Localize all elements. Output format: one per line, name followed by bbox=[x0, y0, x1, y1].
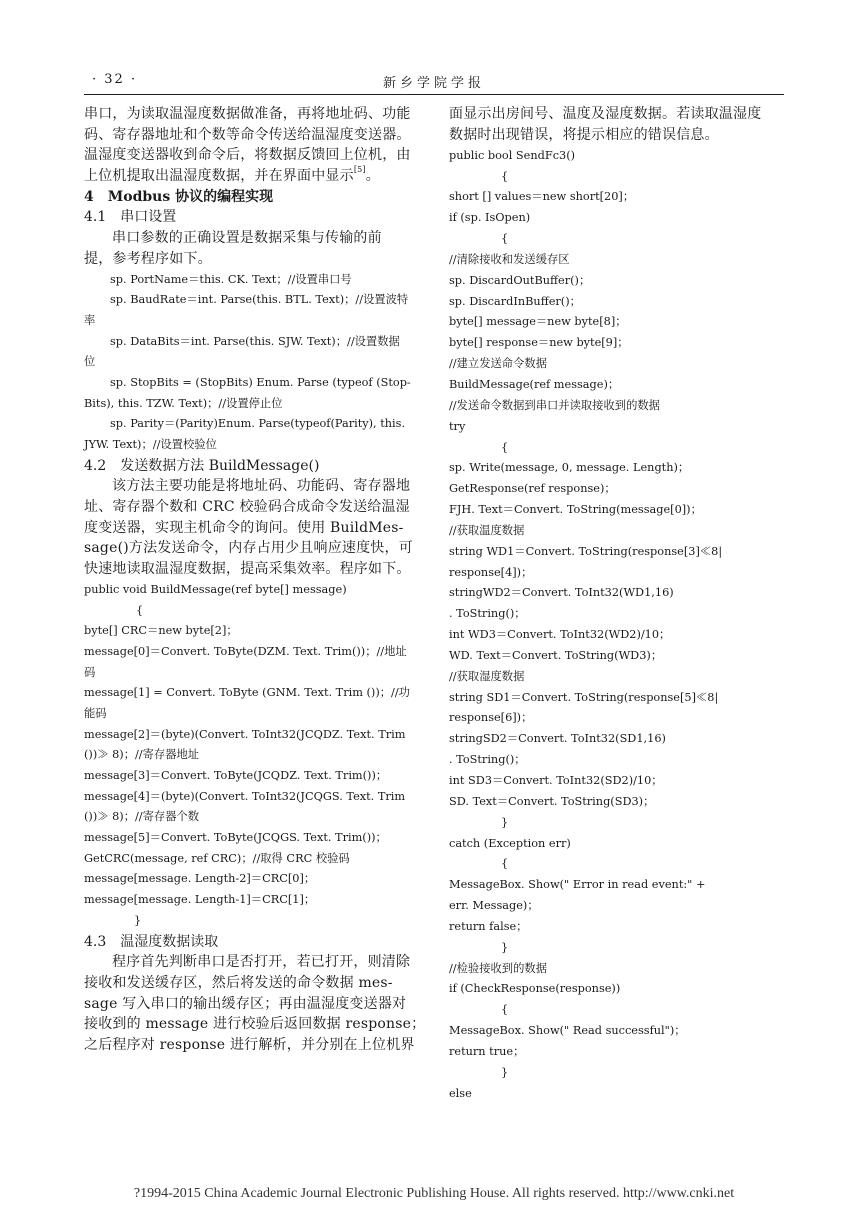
body-line: sage 写入串口的输出缓存区；再由温湿度变送器对 bbox=[84, 995, 407, 1012]
code-line: public bool SendFc3() bbox=[449, 148, 576, 162]
code-line: public void BuildMessage(ref byte[] message) bbox=[84, 582, 347, 596]
code-line: short [] values＝new short[20]； bbox=[449, 190, 635, 204]
code-brace: { bbox=[501, 1003, 509, 1017]
code-line: 率 bbox=[84, 313, 96, 327]
code-line: FJH. Text＝Convert. ToString(message[0])； bbox=[449, 503, 702, 517]
code-line: //发送命令数据到串口并读取接收到的数据 bbox=[449, 398, 660, 412]
body-line: 串口参数的正确设置是数据采集与传输的前 bbox=[112, 230, 382, 247]
code-line: response[6])； bbox=[449, 711, 533, 725]
code-line: int SD3＝Convert. ToInt32(SD2)/10； bbox=[449, 774, 663, 787]
code-line: message[0]＝Convert. ToByte(DZM. Text. Trim())；//地址 bbox=[84, 644, 407, 658]
body-line: 码、寄存器地址和个数等命令传送给温湿度变送器。 bbox=[84, 126, 411, 143]
code-brace: { bbox=[501, 169, 509, 183]
body-text: 。 bbox=[365, 168, 380, 185]
code-line: MessageBox. Show(" Read successful")； bbox=[449, 1024, 686, 1038]
body-line: 之后程序对 response 进行解析，并分别在上位机界 bbox=[84, 1036, 415, 1053]
code-line: int WD3＝Convert. ToInt32(WD2)/10； bbox=[449, 628, 671, 642]
code-line: sp. PortName＝this. CK. Text；//设置串口号 bbox=[110, 272, 352, 286]
code-line: stringWD2＝Convert. ToInt32(WD1,16) bbox=[449, 586, 674, 600]
code-line: sp. StopBits = (StopBits) Enum. Parse (typeof (Stop- bbox=[110, 375, 411, 389]
code-line: string SD1＝Convert. ToString(response[5]≪8| bbox=[449, 690, 719, 704]
code-brace: { bbox=[501, 232, 509, 246]
page-header bbox=[84, 70, 784, 95]
code-line: message[4]＝(byte)(Convert. ToInt32(JCQGS. Text. Trim bbox=[84, 789, 406, 803]
code-line: 码 bbox=[84, 665, 96, 679]
code-brace: } bbox=[501, 1065, 509, 1079]
code-line: string WD1＝Convert. ToString(response[3]≪8| bbox=[449, 544, 723, 558]
code-line: //获取湿度数据 bbox=[449, 669, 525, 683]
code-line: . ToString()； bbox=[449, 753, 526, 767]
body-line: 数据时出现错误，将提示相应的错误信息。 bbox=[449, 126, 719, 143]
code-line: . ToString()； bbox=[449, 607, 526, 621]
code-line: //清除接收和发送缓存区 bbox=[449, 252, 570, 266]
code-line: response[4])； bbox=[449, 565, 533, 579]
body-line: 面显示出房间号、温度及湿度数据。若读取温湿度 bbox=[449, 106, 762, 122]
code-line: if (sp. IsOpen) bbox=[449, 211, 531, 225]
right-column bbox=[449, 104, 786, 1105]
code-line: BuildMessage(ref message)； bbox=[449, 377, 620, 391]
code-line: sp. DiscardInBuffer()； bbox=[449, 294, 581, 308]
section-heading: 4 Modbus 协议的编程实现 bbox=[84, 188, 274, 205]
code-line: message[1] = Convert. ToByte (GNM. Text. Trim ())；//功 bbox=[84, 686, 410, 700]
citation: [5] bbox=[353, 165, 366, 175]
code-line: Bits), this. TZW. Text)；//设置停止位 bbox=[84, 396, 283, 410]
code-line: 能码 bbox=[84, 706, 107, 720]
code-line: if (CheckResponse(response)) bbox=[449, 982, 621, 996]
code-line: message[2]＝(byte)(Convert. ToInt32(JCQDZ. Text. Trim bbox=[84, 727, 406, 741]
code-line: return true； bbox=[449, 1044, 525, 1058]
body-line: 该方法主要功能是将地址码、功能码、寄存器地 bbox=[112, 478, 411, 495]
code-brace: { bbox=[501, 857, 509, 871]
body-text: 上位机提取出温湿度数据，并在界面中显示 bbox=[84, 168, 354, 185]
code-line: byte[] message＝new byte[8]； bbox=[449, 315, 627, 329]
code-line: byte[] response＝new byte[9]； bbox=[449, 336, 629, 350]
body-line: sage()方法发送命令，内存占用少且响应速度快，可 bbox=[84, 540, 413, 557]
code-brace: } bbox=[134, 913, 142, 927]
body-line: 程序首先判断串口是否打开，若已打开，则清除 bbox=[112, 954, 411, 971]
code-line: sp. BaudRate＝int. Parse(this. BTL. Text)；//设置波特 bbox=[110, 293, 409, 307]
code-brace: } bbox=[501, 815, 509, 829]
code-line: //获取温度数据 bbox=[449, 523, 525, 537]
code-line: //检验接收到的数据 bbox=[449, 961, 547, 975]
code-line: sp. Parity＝(Parity)Enum. Parse(typeof(Parity), this. bbox=[110, 417, 406, 431]
code-line: message[3]＝Convert. ToByte(JCQDZ. Text. Trim())； bbox=[84, 769, 388, 782]
code-line: ())≫ 8)；//寄存器个数 bbox=[84, 810, 200, 824]
body-line: 址、寄存器个数和 CRC 校验码合成命令发送给温湿 bbox=[84, 499, 410, 516]
body-line: 度变送器，实现主机命令的询问。使用 BuildMes- bbox=[84, 519, 404, 536]
body-line bbox=[84, 166, 420, 187]
code-line: GetResponse(ref response)； bbox=[449, 482, 616, 496]
code-line: message[message. Length-1]＝CRC[1]； bbox=[84, 893, 316, 907]
journal-name: 新乡学院学报 bbox=[382, 76, 485, 91]
code-line: try bbox=[449, 419, 466, 433]
code-line: else bbox=[449, 1086, 472, 1100]
code-line: return false； bbox=[449, 919, 528, 933]
code-line: ())≫ 8)；//寄存器地址 bbox=[84, 748, 200, 762]
code-brace: } bbox=[501, 940, 509, 954]
code-brace: { bbox=[501, 440, 509, 454]
code-line: JYW. Text)；//设置校验位 bbox=[84, 438, 217, 451]
code-line: catch (Exception err) bbox=[449, 836, 571, 850]
body-line: 串口，为读取温湿度数据做准备，再将地址码、功能 bbox=[84, 106, 411, 122]
code-line: message[message. Length-2]＝CRC[0]； bbox=[84, 872, 316, 886]
body-line: 温湿度变送器收到命令后，将数据反馈回上位机，由 bbox=[84, 147, 411, 164]
code-line: GetCRC(message, ref CRC)；//取得 CRC 校验码 bbox=[84, 851, 350, 865]
code-line: 位 bbox=[84, 355, 96, 369]
body-line: 快速地读取温湿度数据，提高采集效率。程序如下。 bbox=[84, 561, 411, 578]
code-line: stringSD2＝Convert. ToInt32(SD1,16) bbox=[449, 732, 666, 746]
subsection-heading: 4.1 串口设置 bbox=[84, 209, 177, 226]
code-line: MessageBox. Show(" Error in read event:" + bbox=[449, 878, 706, 892]
code-line: sp. DiscardOutBuffer()； bbox=[449, 273, 591, 287]
code-line: WD. Text＝Convert. ToString(WD3)； bbox=[449, 648, 663, 662]
left-column bbox=[84, 104, 426, 1056]
body-line: 提，参考程序如下。 bbox=[84, 250, 212, 267]
code-line: //建立发送命令数据 bbox=[449, 357, 547, 371]
copyright-footer: ?1994-2015 China Academic Journal Electronic Publishing House. All rights reserved. http://www.cnki.net bbox=[133, 1186, 735, 1201]
code-brace: { bbox=[136, 603, 144, 617]
code-line: err. Message)； bbox=[449, 899, 539, 913]
code-line: sp. DataBits＝int. Parse(this. SJW. Text)；//设置数据 bbox=[110, 334, 400, 348]
code-line: message[5]＝Convert. ToByte(JCQGS. Text. Trim())； bbox=[84, 831, 387, 845]
code-line: byte[] CRC＝new byte[2]； bbox=[84, 624, 238, 638]
code-line: sp. Write(message, 0, message. Length)； bbox=[449, 461, 690, 475]
body-line: 接收到的 message 进行校验后返回数据 response； bbox=[84, 1016, 426, 1033]
subsection-heading: 4.2 发送数据方法 BuildMessage() bbox=[84, 457, 320, 474]
subsection-heading: 4.3 温湿度数据读取 bbox=[84, 933, 219, 950]
body-line: 接收和发送缓存区，然后将发送的命令数据 mes- bbox=[84, 974, 393, 991]
page-number: · 32 · bbox=[92, 72, 138, 87]
code-line: SD. Text＝Convert. ToString(SD3)； bbox=[449, 794, 655, 808]
